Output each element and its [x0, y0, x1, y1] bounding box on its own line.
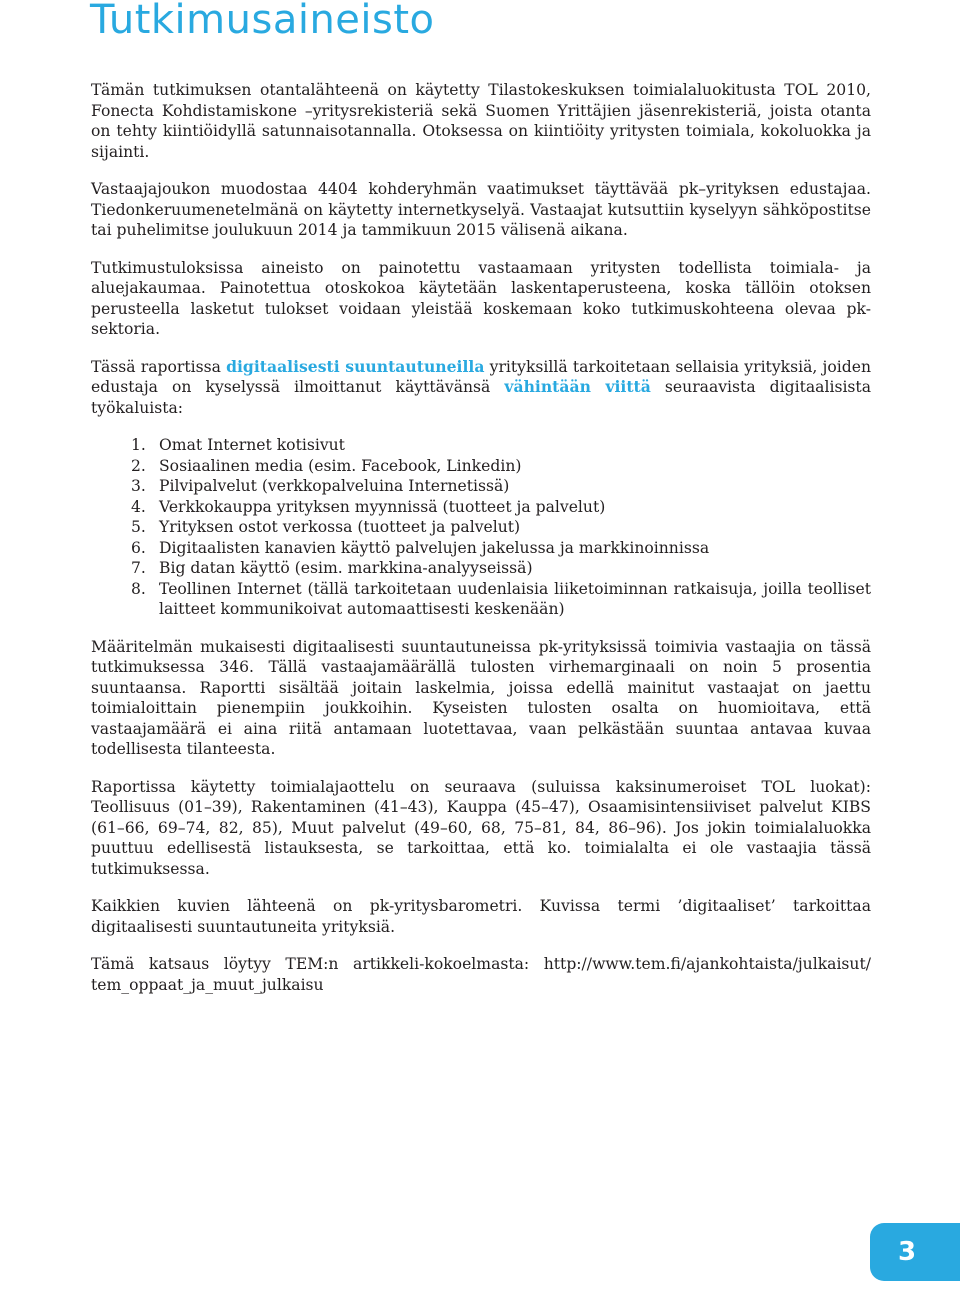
list-item — [91, 558, 871, 579]
list-item-number: 8. — [131, 579, 146, 598]
definition-text-2: yrityksillä tarkoitetaan sellaisia yrityksiä, joiden edustaja on kyselyssä ilmoittanut käyttävänsä — [91, 357, 871, 396]
list-item-text: Digitaalisten kanavien käyttö palvelujen jakelussa ja markkinoinnissa — [159, 538, 710, 557]
list-item — [91, 456, 871, 477]
highlight-digitally-oriented: digitaalisesti suuntautuneilla — [226, 356, 485, 376]
list-item-number: 1. — [131, 436, 146, 454]
list-item — [91, 538, 871, 559]
list-item-number: 7. — [131, 559, 146, 577]
paragraph-publication-link: Tämä katsaus löytyy TEM:n artikkeli-kokoelmasta: http://www.tem.fi/ajankohtaista/julkaisut/ tem_oppaat_ja_muut_julkaisu — [91, 955, 871, 994]
main-content — [91, 80, 871, 1012]
paragraph-respondents: Vastaajajoukon muodostaa 4404 kohderyhmän vaatimukset täyttävää pk–yrityksen edustajaa. Tiedonkeruumenetelmänä on käytetty internetkyselyä. Vastaajat kutsuttiin kyselyyn sähköpostitse tai puhelimitse joulukuun 2014 ja tammikuun 2015 välisenä aikana. — [91, 180, 871, 239]
digital-tools-list — [91, 435, 871, 620]
list-item-text: Verkkokauppa yrityksen myynnissä (tuotteet ja palvelut) — [159, 497, 606, 516]
list-item-text: Yrityksen ostot verkossa (tuotteet ja palvelut) — [159, 518, 521, 536]
definition-text-3: seuraavista digitaalisista työkaluista: — [91, 378, 871, 417]
list-item-number: 2. — [131, 456, 146, 475]
paragraph-figure-source: Kaikkien kuvien lähteenä on pk-yritysbarometri. Kuvissa termi ’digitaaliset’ tarkoittaa digitaalisesti suuntautuneita yrityksiä. — [91, 897, 871, 936]
page-number: 3 — [897, 1237, 917, 1267]
list-item — [91, 517, 871, 538]
page-title: Tutkimusaineisto — [90, 0, 435, 43]
paragraph-sampling: Tämän tutkimuksen otantalähteenä on käytetty Tilastokeskuksen toimialaluokitusta TOL 2010, Fonecta Kohdistamiskone –yritysrekisteriä sekä Suomen Yrittäjien jäsenrekisteriä, joista otanta on tehty kiintiöidyllä satunnaisotannalla. Otoksessa on kiintiöity yritysten toimiala, kokoluokka ja sijainti. — [91, 81, 871, 161]
list-item — [91, 435, 871, 456]
definition-text-1: Tässä raportissa — [91, 357, 227, 376]
page-number-badge — [870, 1223, 960, 1281]
list-item-text: Teollinen Internet (tällä tarkoitetaan uudenlaisia liiketoiminnan ratkaisuja, joilla teolliset laitteet kommunikoivat automaattisesti keskenään) — [159, 579, 871, 618]
highlight-at-least-five: vähintään viittä — [504, 377, 651, 396]
paragraph-margin-of-error: Määritelmän mukaisesti digitaalisesti suuntautuneissa pk-yrityksissä toimivia vastaajia on tässä tutkimuksessa 346. Tällä vastaajamäärällä tulosten virhemarginaali on noin 5 prosentia suuntaansa. Raportti sisältää joitain laskelmia, joissa edellä mainitut vastaajat on jaettu toimialoittain pienempiin joukkoihin. Kyseisten tulosten osalta on huomioitava, että vastaajamäärä ei aina riitä antamaan luotettavaa, vaan pelkästään suuntaa antavaa kuvaa todellisesta tilanteesta. — [91, 637, 871, 758]
list-item-number: 6. — [131, 538, 146, 557]
list-item-number: 3. — [131, 477, 146, 495]
list-item-text: Big datan käyttö (esim. markkina-analyyseissä) — [159, 559, 533, 577]
list-item-number: 5. — [131, 518, 146, 536]
list-item — [91, 476, 871, 497]
list-item-number: 4. — [131, 497, 146, 516]
list-item — [91, 579, 871, 620]
list-item-text: Sosiaalinen media (esim. Facebook, Linkedin) — [159, 456, 522, 475]
list-item-text: Pilvipalvelut (verkkopalveluina Internetissä) — [159, 477, 510, 495]
list-item-text: Omat Internet kotisivut — [159, 436, 345, 454]
paragraph-weighting: Tutkimustuloksissa aineisto on painotettu vastaamaan yritysten todellista toimiala- ja aluejakaumaa. Painotettua otoskokoa käytetään laskentaperusteena, koska tällöin otoksen perusteella lasketut tulokset voidaan yleistää koskemaan koko tutkimuskohteena olevaa pk-sektoria. — [91, 258, 871, 338]
list-item — [91, 497, 871, 518]
paragraph-industry-classification: Raportissa käytetty toimialajaottelu on seuraava (suluissa kaksinumeroiset TOL luokat): Teollisuus (01–39), Rakentaminen (41–43), Kauppa (45–47), Osaamisintensiiviset palvelut KIBS (61–66, 69–74, 82, 85), Muut palvelut (49–60, 68, 75–81, 84, 86–96). Jos jokin toimialaluokka puuttuu edellisestä listauksesta, se tarkoittaa, että ko. toimialalta ei ole vastaajia tässä tutkimuksessa. — [91, 777, 871, 878]
paragraph-definition — [91, 357, 871, 419]
